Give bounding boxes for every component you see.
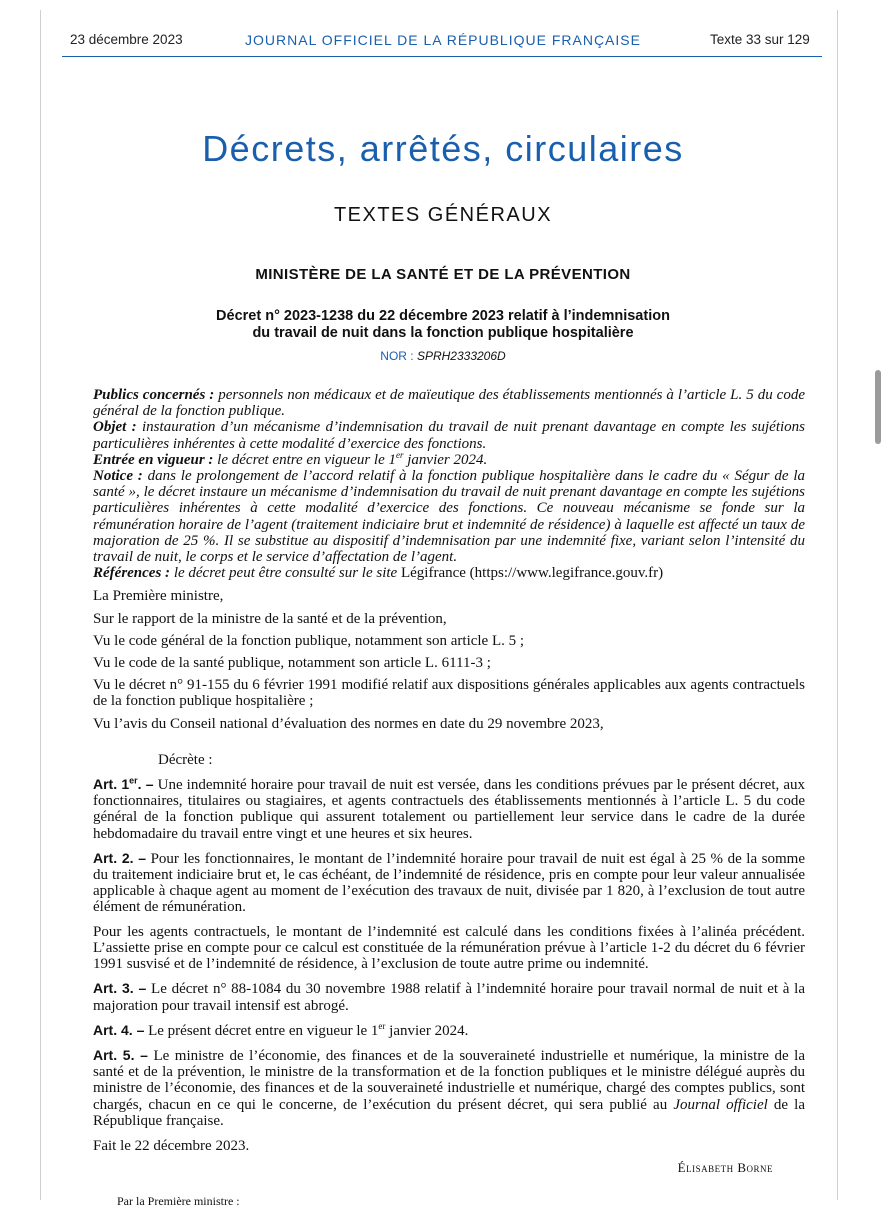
preamble-line: Sur le rapport de la ministre de la santé et de la prévention, [93,610,447,627]
article-1-dash: . – [137,776,154,793]
entree-label: Entrée en vigueur : [93,451,214,468]
article-4-sup: er [378,1020,386,1031]
decree-body [93,387,805,1210]
article-3-text: Le décret n° 88-1084 du 30 novembre 1988 relatif à l’indemnité horaire pour travail normal de nuit et à la majoration pour travail intensif est abrogé. [93,981,805,1014]
article-1-text: Une indemnité horaire pour travail de nuit est versée, dans les conditions prévues par le présent décret, aux fonctionnaires, titulaires ou stagiaires, et agents contractuels des établissements mentionnés à l’article L. 5 du code général de la fonction publique qui assurent totalement ou partiellement leur service dans le cadre de la durée hebdomadaire du travail entre vingt et une heures et six heures. [93,777,805,842]
article-1-number: Art. 1 [93,776,130,793]
article-5-label: Art. 5. – [93,1046,148,1063]
nor-value: SPRH2333206D [416,349,506,363]
publics-label: Publics concernés : [93,387,215,403]
article-2 [93,850,805,916]
preamble-line: La Première ministre, [93,588,224,605]
page-title: Décrets, arrêtés, circulaires [202,128,684,169]
article-1-label [93,776,154,792]
preamble-line: Vu le code de la santé publique, notamment son article L. 6111-3 ; [93,655,491,672]
article-4-label: Art. 4. – [93,1021,145,1038]
article-5-text-end: de la République française. [93,1096,805,1129]
signature: Élisabeth Borne [677,1160,773,1176]
article-2-label: Art. 2. – [93,849,146,866]
header-divider [62,56,822,57]
references [93,565,805,581]
journal-name: JOURNAL OFFICIEL DE LA RÉPUBLIQUE FRANÇAISE [245,32,641,48]
objet-text: instauration d’un mécanisme d’indemnisation du travail de nuit prenant davantage en compte les sujétions particulières inhérentes à cette modalité d’exercice des fonctions. [93,419,805,452]
objet [93,419,805,451]
publication-date: 23 décembre 2023 [70,32,183,47]
preamble-line: Vu le décret n° 91-155 du 6 février 1991 modifié relatif aux dispositions générales applicables aux agents contractuels de la fonction publique hospitalière ; [93,677,805,710]
entree-text: le décret entre en vigueur le 1 [217,451,396,468]
text-number: Texte 33 sur 129 [710,32,810,47]
legifrance-link[interactable]: Légifrance (https://www.legifrance.gouv.fr) [400,565,664,582]
section-title: TEXTES GÉNÉRAUX [333,204,553,226]
article-1-sup: er [129,775,138,786]
article-5-text: Le ministre de l’économie, des finances et de la souveraineté industrielle et numérique, la ministre de la santé et de la prévention, le ministre de la transformation et de la fonction publiques et le ministre délégué auprès du ministre de l’économie, des finances et de la souveraineté industrielle et numérique, chargé des comptes publics, sont chargés, chacun en ce qui le concerne, de l’exécution du présent décret, qui sera publié au [93,1047,806,1113]
references-label: Références : [93,565,171,582]
article-2-text: Pour les fonctionnaires, le montant de l’indemnité horaire pour travail de nuit est égal à 25 % de la somme du traitement indiciaire brut et, le cas échéant, de l’indemnité de résidence, pris en compte pour leur valeur annualisée applicable à chaque agent au moment de l’exécution des travaux de nuit, divisée par 1 820, à l’exclusion de tout autre élément de rémunération. [93,850,806,916]
preamble-line: Vu l’avis du Conseil national d’évaluation des normes en date du 29 novembre 2023, [93,715,604,732]
ministry-name: MINISTÈRE DE LA SANTÉ ET DE LA PRÉVENTION [255,266,631,283]
article-1 [93,776,805,842]
publics-text: personnels non médicaux et de maïeutique des établissements mentionnés à l’article L. 5 du code général de la fonction publique. [93,387,805,420]
nor-label: NOR : [380,349,414,363]
fait-le: Fait le 22 décembre 2023. [93,1137,250,1154]
article-5-italic: Journal officiel [673,1096,768,1113]
decree-title-line-1: Décret n° 2023-1238 du 22 décembre 2023 relatif à l’indemnisation [216,308,670,324]
entree-text-end: janvier 2024. [403,451,488,468]
entree-sup: er [396,449,404,460]
notice [93,468,805,565]
par-la-premiere-ministre: Par la Première ministre : [117,1194,240,1209]
preamble-line: Vu le code général de la fonction publique, notamment son article L. 5 ; [93,632,525,649]
article-4-text-end: janvier 2024. [385,1022,469,1039]
article-5 [93,1047,805,1129]
article-4 [93,1022,805,1039]
references-text: le décret peut être consulté sur le site [173,565,398,582]
decree-title [0,308,886,342]
notice-text: dans le prolongement de l’accord relatif à la fonction publique hospitalière dans le cadre du « Ségur de la santé », le décret instaure un mécanisme d’indemnisation du travail de nuit prenant davantage en compte les sujétions particulières inhérentes à cette modalité d’exercice des fonctions. Ce nouveau mécanisme se fonde sur la rémunération horaire de l’agent (traitement indiciaire brut et indemnité de résidence) à laquelle est affecté un taux de majoration de 25 %. Il se substitue au dispositif d’indemnisation par une indemnité fixe, variant selon l’intensité du travail de nuit, le corps et le service d’affectation de l’agent. [93,468,805,566]
entree-en-vigueur [93,449,805,468]
decrete: Décrète : [158,751,213,768]
notice-label: Notice : [93,468,143,485]
article-2-paragraph-2: Pour les agents contractuels, le montant de l’indemnité est calculé dans les conditions fixées à l’alinéa précédent. L’assiette prise en compte pour ce calcul est constituée de la rémunération prévue à l’article 1-2 du décret du 6 février 1991 susvisé et de l’indemnité de résidence, à l’exclusion de toute autre prime ou indemnité. [93,923,805,973]
nor-reference [0,349,886,363]
objet-label: Objet : [93,419,137,436]
decree-title-line-2: du travail de nuit dans la fonction publique hospitalière [252,325,634,341]
notice-block [93,387,805,581]
article-4-text: Le présent décret entre en vigueur le 1 [148,1022,379,1039]
publics-concernes [93,387,805,419]
article-3 [93,980,805,1013]
preamble [93,588,805,731]
article-3-label: Art. 3. – [93,980,147,997]
scrollbar-thumb[interactable] [875,370,881,444]
